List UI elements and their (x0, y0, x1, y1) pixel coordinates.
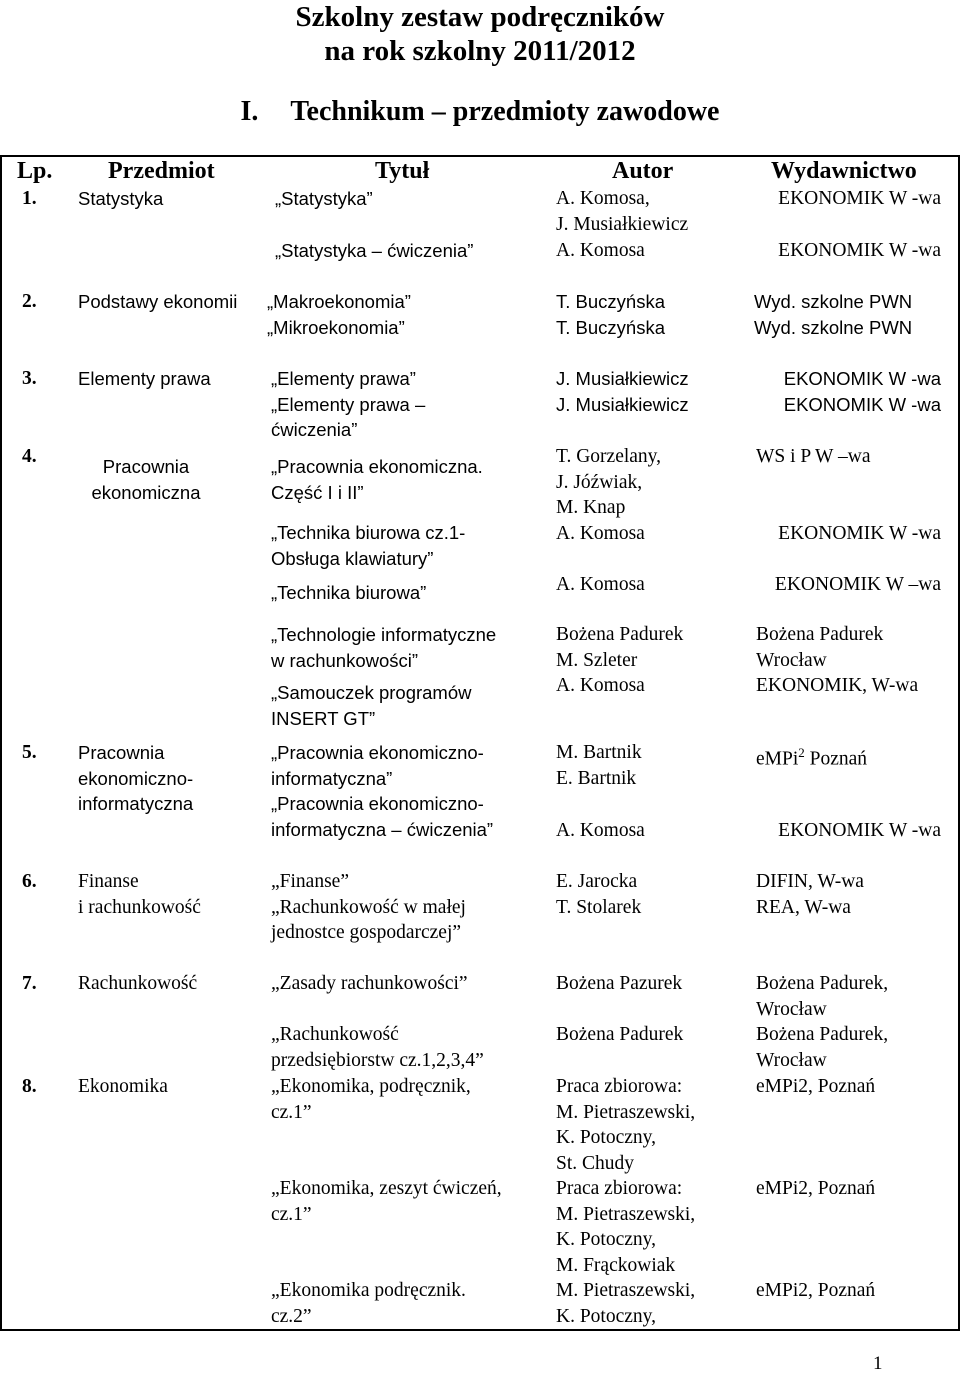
row1-title-2: „Statystyka – ćwiczenia” (275, 240, 474, 261)
row8-title-3: „Ekonomika podręcznik. cz.2” (271, 1280, 466, 1327)
section-number: I. (240, 96, 259, 127)
row1-author-2: A. Komosa (556, 240, 645, 261)
row5-lp: 5. (22, 742, 37, 763)
row3-author: J. Musiałkiewicz J. Musiałkiewicz (556, 368, 689, 415)
row2-publisher: Wyd. szkolne PWN Wyd. szkolne PWN (754, 291, 913, 338)
row8-publisher-2: eMPi2, Poznań (756, 1178, 876, 1199)
row6-subject: Finanse i rachunkowość (78, 871, 201, 918)
row5-author-2: A. Komosa (556, 820, 645, 841)
page-number: 1 (873, 1353, 883, 1374)
empi-city: Poznań (804, 748, 868, 770)
row1-lp: 1. (22, 188, 37, 209)
row8-authors: Praca zbiorowa: M. Pietraszewski, K. Potoczny, St. Chudy Praca zbiorowa: M. Pietraszewski, K. Potoczny, M. Frąckowiak M. Pietraszewski, K. Potoczny, (556, 1076, 696, 1327)
row7-author-1: Bożena Pazurek (556, 973, 683, 994)
row5-publisher-2: EKONOMIK W -wa (778, 820, 941, 841)
row5-title: „Pracownia ekonomiczno- informatyczna” „Pracownia ekonomiczno- informatyczna – ćwiczenia” (271, 742, 494, 840)
row8-title-2: „Ekonomika, zeszyt ćwiczeń, cz.1” (271, 1178, 502, 1225)
empi-superscript: 2 (798, 745, 805, 760)
row8-lp: 8. (22, 1076, 37, 1097)
empi-label: eMPi (756, 748, 799, 770)
header-title: Tytuł (375, 158, 430, 184)
row4-publisher-4: Bożena Padurek Wrocław EKONOMIK, W-wa (756, 624, 919, 696)
row7-subject: Rachunkowość (78, 973, 198, 994)
row7-title-1: „Zasady rachunkowości” (271, 973, 468, 994)
row8-title-1: „Ekonomika, podręcznik, cz.1” (271, 1076, 471, 1123)
row3-lp: 3. (22, 368, 37, 389)
row4-title-2: „Technika biurowa cz.1- Obsługa klawiatury” (271, 522, 466, 569)
row6-author: E. Jarocka T. Stolarek (556, 871, 642, 918)
header-publisher: Wydawnictwo (771, 158, 917, 184)
row5-publisher-1 (756, 740, 867, 772)
row6-lp: 6. (22, 871, 37, 892)
row1-publisher-1: EKONOMIK W -wa (778, 188, 941, 209)
row8-publisher-3: eMPi2, Poznań (756, 1280, 876, 1301)
row4-lp: 4. (22, 446, 37, 467)
row4-author-3: Bożena Padurek M. Szleter A. Komosa (556, 624, 684, 696)
document-title-line2: na rok szkolny 2011/2012 (324, 35, 636, 67)
row6-publisher: DIFIN, W-wa REA, W-wa (756, 871, 864, 918)
section-label: Technikum – przedmioty zawodowe (290, 96, 720, 127)
row4-title-3: „Technika biurowa” (271, 582, 427, 603)
row7-lp: 7. (22, 973, 37, 994)
row3-title: „Elementy prawa” „Elementy prawa – ćwiczenia” (271, 368, 426, 440)
row2-title: „Makroekonomia” „Mikroekonomia” (267, 291, 411, 338)
row4-author-1: T. Gorzelany, J. Jóźwiak, M. Knap A. Komosa (556, 446, 662, 544)
row2-author: T. Buczyńska T. Buczyńska (556, 291, 665, 338)
document-title-line1: Szkolny zestaw podręczników (295, 1, 665, 33)
table-border-bottom (0, 1329, 960, 1331)
row2-subject: Podstawy ekonomii (78, 291, 238, 312)
row1-publisher-2: EKONOMIK W -wa (778, 240, 941, 261)
row4-subject: Pracownia ekonomiczna (91, 456, 201, 503)
row6-title: „Finanse” „Rachunkowość w małej jednostce gospodarczej” (271, 871, 466, 943)
row2-lp: 2. (22, 291, 37, 312)
row4-publisher-1: WS i P W –wa (756, 446, 871, 467)
row4-title-5: „Samouczek programów INSERT GT” (271, 682, 472, 729)
row4-title-1: „Pracownia ekonomiczna. Część I i II” (271, 456, 483, 503)
row3-subject: Elementy prawa (78, 368, 211, 389)
row1-author-1: A. Komosa, J. Musiałkiewicz (556, 188, 689, 235)
row4-title-4: „Technologie informatyczne w rachunkowości” (271, 624, 497, 671)
row1-title-1: „Statystyka” (275, 188, 373, 209)
section-heading (0, 96, 960, 128)
row1-subject: Statystyka (78, 188, 164, 209)
row3-publisher: EKONOMIK W -wa EKONOMIK W -wa (783, 368, 941, 415)
header-author: Autor (612, 158, 674, 184)
row5-subject: Pracownia ekonomiczno- informatyczna (78, 742, 194, 814)
row5-author-1: M. Bartnik E. Bartnik (556, 742, 642, 789)
table-border-left (0, 155, 2, 1331)
row4-publisher-2: EKONOMIK W -wa (778, 523, 941, 544)
row4-publisher-3: EKONOMIK W –wa (774, 574, 941, 595)
header-lp: Lp. (17, 158, 53, 184)
row8-subject: Ekonomika (78, 1076, 168, 1097)
header-subject: Przedmiot (108, 158, 215, 184)
row4-author-2: A. Komosa (556, 574, 645, 595)
row7-publisher: Bożena Padurek, Wrocław Bożena Padurek, Wrocław (756, 973, 889, 1071)
row7-title-2: „Rachunkowość przedsiębiorstw cz.1,2,3,4” (271, 1024, 484, 1071)
row7-author-2: Bożena Padurek (556, 1024, 684, 1045)
row8-publisher-1: eMPi2, Poznań (756, 1076, 876, 1097)
